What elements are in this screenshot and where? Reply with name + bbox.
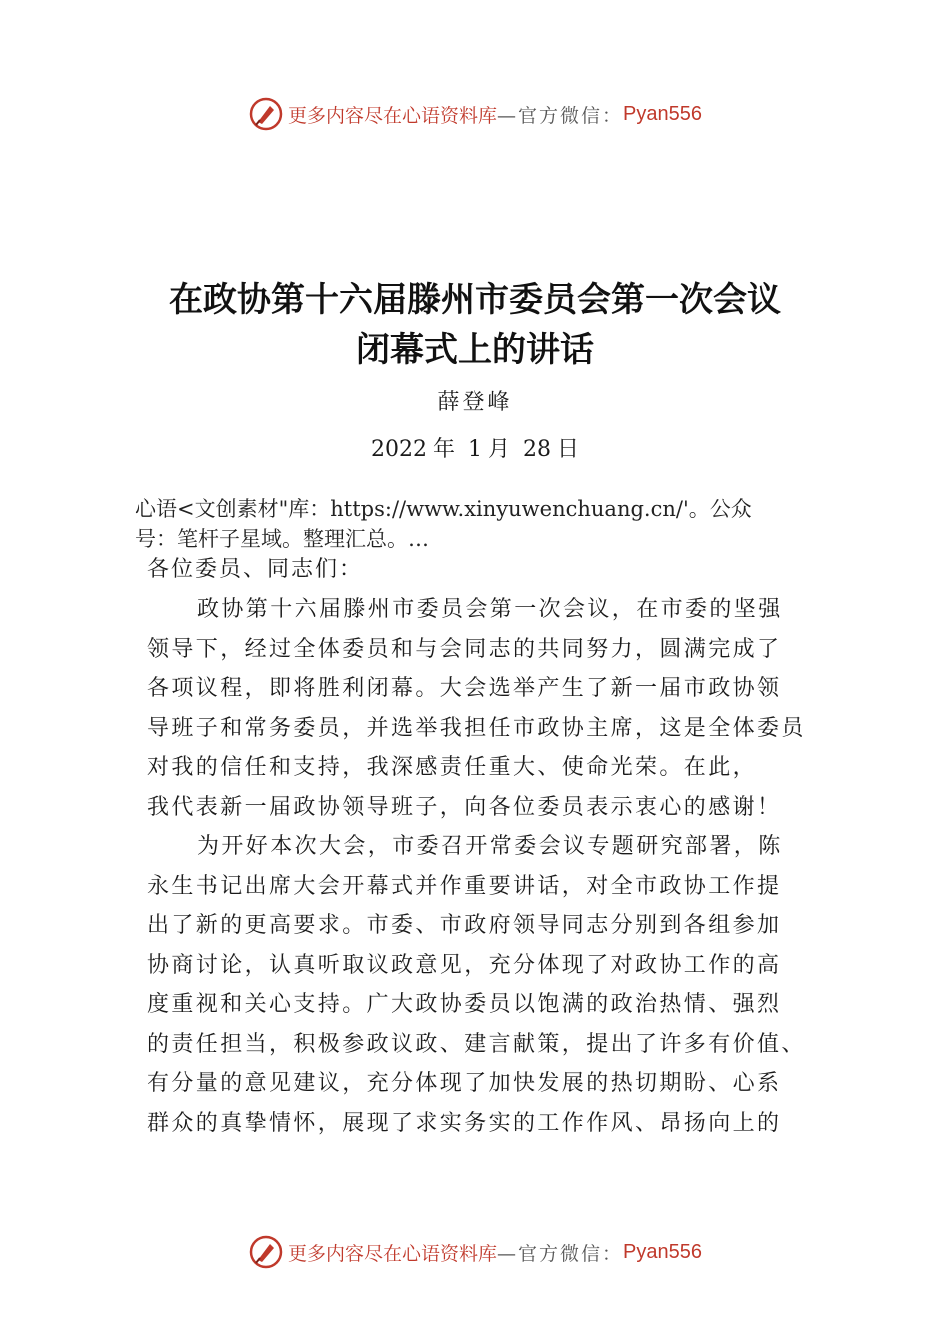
document-date <box>0 432 950 463</box>
body-line: 领导下，经过全体委员和与会同志的共同努力，圆满完成了 <box>147 636 782 662</box>
banner-wechat-id: Pyan556 <box>623 102 702 125</box>
date-month-unit: 月 <box>487 437 510 462</box>
footer-banner <box>0 1232 950 1272</box>
body-line: 度重视和关心支持。广大政协委员以饱满的政治热情、强烈 <box>147 992 782 1017</box>
body-line: 永生书记出席大会开幕式并作重要讲话，对全市政协工作提 <box>147 873 782 899</box>
body-line: 对我的信任和支持，我深感责任重大、使命光荣。在此， <box>147 755 758 780</box>
date-day-unit: 日 <box>557 437 580 462</box>
source-note-line2: 号：笔杆子星域。整理汇总。… <box>135 527 429 551</box>
document-title-line1: 在政协第十六届滕州市委员会第一次会议 <box>169 280 781 320</box>
pen-nib-icon <box>248 96 284 132</box>
body-line: 政协第十六届滕州市委员会第一次会议，在市委的坚强 <box>197 597 783 622</box>
author-name: 薛登峰 <box>437 390 513 415</box>
banner-text-library: 更多内容尽在心语资料库 <box>288 104 498 127</box>
banner-wechat-id: Pyan556 <box>623 1240 702 1263</box>
document-title-line2: 闭幕式上的讲话 <box>356 330 594 370</box>
pen-nib-icon <box>248 1234 284 1270</box>
salutation: 各位委员、同志们： <box>147 557 364 582</box>
date-year-unit: 年 <box>432 437 455 462</box>
body-line: 为开好本次大会，市委召开常委会议专题研究部署，陈 <box>197 834 783 859</box>
date-year: 2022 <box>370 437 427 462</box>
date-month: 1 <box>467 437 482 462</box>
body-line: 出了新的更高要求。市委、市政府领导同志分别到各组参加 <box>147 913 782 938</box>
source-note <box>135 494 835 554</box>
banner-text-wechat: —官方微信： <box>497 1242 624 1265</box>
body-line: 导班子和常务委员，并选举我担任市政协主席，这是全体委员 <box>147 715 806 741</box>
banner-text-library: 更多内容尽在心语资料库 <box>288 1242 498 1265</box>
body-line: 的责任担当，积极参政议政、建言献策，提出了许多有价值、 <box>147 1031 806 1057</box>
body-line: 群众的真挚情怀，展现了求实务实的工作作风、昂扬向上的 <box>147 1110 782 1136</box>
body-line: 有分量的意见建议，充分体现了加快发展的热切期盼、心系 <box>147 1071 782 1096</box>
date-day: 28 <box>523 437 551 462</box>
source-note-line1: 心语<文创素材"库：https://www.xinyuwenchuang.cn/'。公众 <box>135 497 752 521</box>
body-line: 我代表新一届政协领导班子，向各位委员表示衷心的感谢！ <box>147 794 782 820</box>
body-line: 各项议程，即将胜利闭幕。大会选举产生了新一届市政协领 <box>147 676 782 701</box>
speech-body <box>147 590 827 1143</box>
header-banner <box>0 94 950 134</box>
banner-text-wechat: —官方微信： <box>497 104 624 127</box>
body-line: 协商讨论，认真听取议政意见，充分体现了对政协工作的高 <box>147 952 782 978</box>
